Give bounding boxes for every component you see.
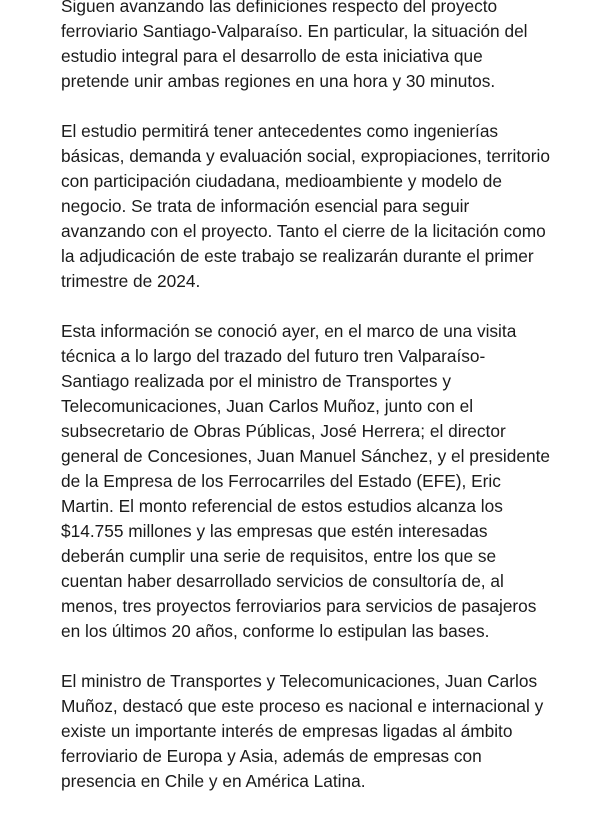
text-line: trimestre de 2024.: [61, 271, 201, 291]
text-line: El ministro de Transportes y Telecomunicaciones, Juan Carlos: [61, 671, 538, 691]
text-line: subsecretario de Obras Públicas, José Herrera; el director: [61, 421, 506, 441]
text-line: técnica a lo largo del trazado del futuro tren Valparaíso-: [61, 346, 486, 366]
text-line: en los últimos 20 años, conforme lo estipulan las bases.: [61, 621, 490, 641]
paragraph-3: [61, 319, 601, 644]
text-line: básicas, demanda y evaluación social, expropiaciones, territorio: [61, 146, 550, 166]
text-line: existe un importante interés de empresas ligadas al ámbito: [61, 721, 513, 741]
text-line: estudio integral para el desarrollo de esta iniciativa que: [61, 46, 483, 66]
text-line: presencia en Chile y en América Latina.: [61, 771, 366, 791]
text-line: pretende unir ambas regiones en una hora y 30 minutos.: [61, 71, 496, 91]
text-line: Siguen avanzando las definiciones respecto del proyecto: [61, 0, 498, 16]
text-line: Muñoz, destacó que este proceso es nacional e internacional y: [61, 696, 544, 716]
text-line: la adjudicación de este trabajo se realizarán durante el primer: [61, 246, 534, 266]
text-line: negocio. Se trata de información esencial para seguir: [61, 196, 470, 216]
text-line: Telecomunicaciones, Juan Carlos Muñoz, junto con el: [61, 396, 474, 416]
text-line: deberán cumplir una serie de requisitos, entre los que se: [61, 546, 497, 566]
text-line: Santiago realizada por el ministro de Transportes y: [61, 371, 451, 391]
paragraph-1: [61, 0, 601, 94]
text-line: con participación ciudadana, medioambiente y modelo de: [61, 171, 502, 191]
article-body: [61, 0, 601, 819]
text-line: ferroviario Santiago-Valparaíso. En particular, la situación del: [61, 21, 528, 41]
text-line: menos, tres proyectos ferroviarios para servicios de pasajeros: [61, 596, 537, 616]
text-line: $14.755 millones y las empresas que estén interesadas: [61, 521, 488, 541]
text-line: de la Empresa de los Ferrocarriles del Estado (EFE), Eric: [61, 471, 501, 491]
paragraph-4: [61, 669, 601, 794]
text-line: cuentan haber desarrollado servicios de consultoría de, al: [61, 571, 504, 591]
text-line: Martin. El monto referencial de estos estudios alcanza los: [61, 496, 503, 516]
text-line: avanzando con el proyecto. Tanto el cierre de la licitación como: [61, 221, 546, 241]
text-line: Esta información se conoció ayer, en el marco de una visita: [61, 321, 517, 341]
text-line: general de Concesiones, Juan Manuel Sánchez, y el presidente: [61, 446, 550, 466]
text-line: El estudio permitirá tener antecedentes como ingenierías: [61, 121, 499, 141]
paragraph-2: [61, 119, 601, 294]
text-line: ferroviario de Europa y Asia, además de empresas con: [61, 746, 482, 766]
